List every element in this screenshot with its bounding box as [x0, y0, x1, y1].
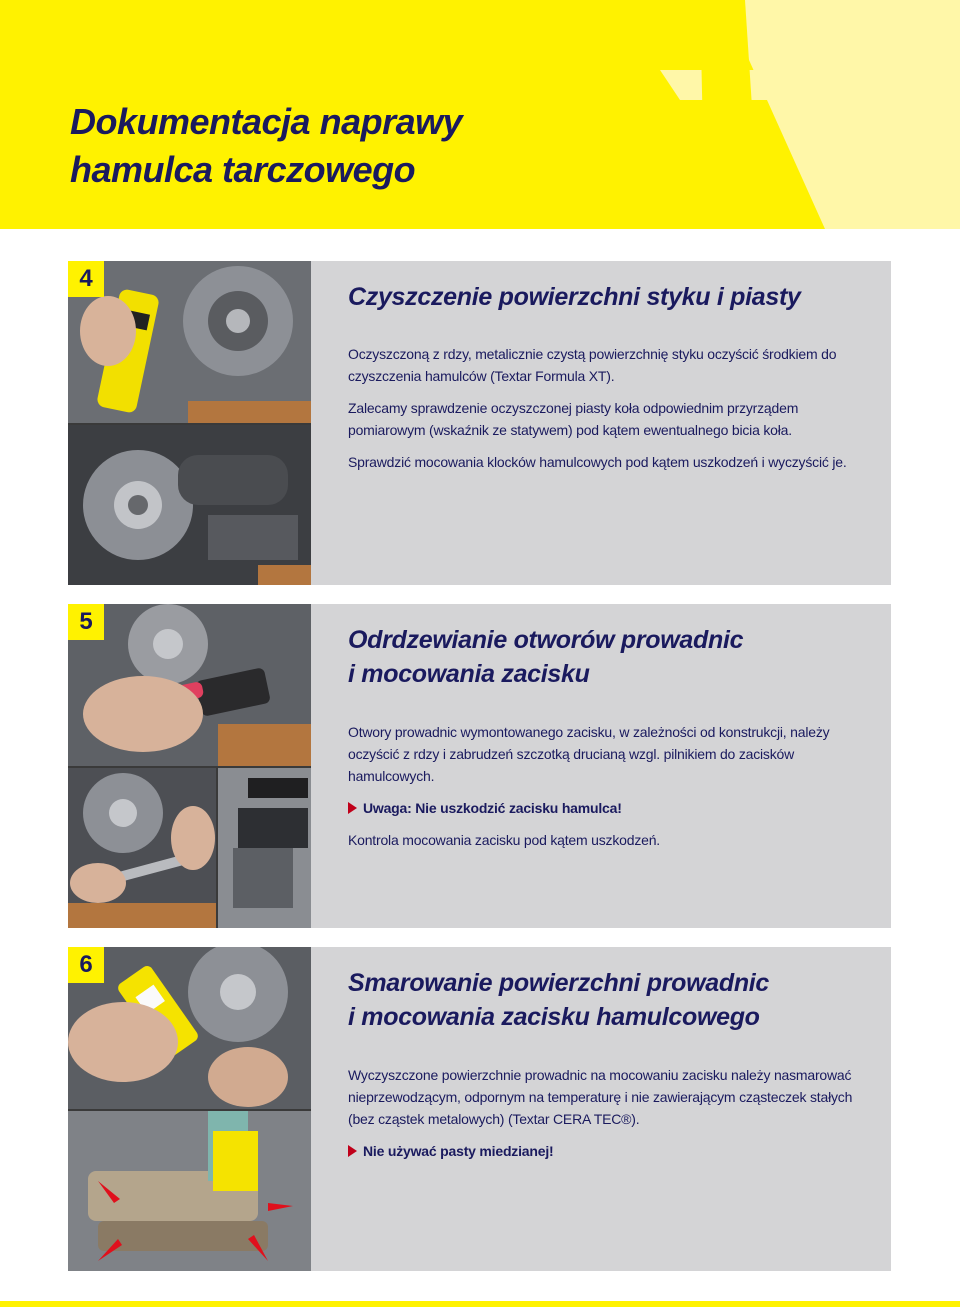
step-4-paragraph-2: Zalecamy sprawdzenie oczyszczonej piasty koła odpowiednim przyrządem pomiarowym (wskaźnik ze statywem) pod kątem ewentualnego bicia koła. [348, 400, 799, 438]
wire-brush-photo [68, 604, 311, 766]
footer-stripe [0, 1301, 960, 1307]
spray-cleaning-photo [68, 261, 311, 423]
step-5-paragraph-1: Otwory prowadnic wymontowanego zacisku, w zależności od konstrukcji, należy oczyścić z rdzy i zabrudzeń szczotką drucianą wzgl. pilnikiem do zacisków hamulcowych. [348, 724, 830, 784]
step-6-number: 6 [68, 947, 104, 983]
step-6-title [348, 966, 871, 1034]
step-5-title-line-2: i mocowania zacisku [348, 660, 590, 688]
hub-measurement-photo [68, 425, 311, 585]
step-5-section [68, 604, 891, 928]
warning-triangle-icon [348, 1145, 357, 1157]
step-6-title-line-2: i mocowania zacisku hamulcowego [348, 1003, 760, 1031]
step-5-warning [348, 797, 871, 819]
step-6-warning-text: Nie używać pasty miedzianej! [363, 1143, 554, 1159]
step-5-photos [68, 604, 311, 928]
step-6-warning [348, 1140, 871, 1162]
step-5-title-line-1: Odrdzewianie otworów prowadnic [348, 626, 744, 654]
paste-application-photo [68, 947, 311, 1109]
step-6-section [68, 947, 891, 1271]
caliper-vise-photo [218, 768, 311, 928]
step-4-paragraph-1: Oczyszczoną z rdzy, metalicznie czystą powierzchnię styku oczyścić środkiem do czyszczenia hamulców (Textar Formula XT). [348, 346, 837, 384]
page-title [70, 98, 462, 194]
step-6-title-line-1: Smarowanie powierzchni prowadnic [348, 969, 770, 997]
step-4-number: 4 [68, 261, 104, 297]
warning-triangle-icon [348, 802, 357, 814]
step-4-section [68, 261, 891, 585]
file-cleaning-photo [68, 768, 216, 928]
caliper-mount-arrows-photo [68, 1111, 311, 1271]
step-6-paragraph-1: Wyczyszczone powierzchnie prowadnic na mocowaniu zacisku należy nasmarować nieprzewodzącym, odpornym na temperaturę i nie zawierającym cząsteczek stałych (bez cząstek metalowych) (Textar CERA TEC®). [348, 1067, 853, 1127]
header-banner [0, 0, 960, 229]
step-5-warning-text: Uwaga: Nie uszkodzić zacisku hamulca! [363, 800, 622, 816]
step-6-content [348, 966, 871, 1172]
step-4-content [348, 280, 871, 483]
step-5-title [348, 623, 871, 691]
step-5-content [348, 623, 871, 861]
step-4-photos [68, 261, 311, 585]
step-6-photos [68, 947, 311, 1271]
step-5-paragraph-3: Kontrola mocowania zacisku pod kątem uszkodzeń. [348, 832, 660, 848]
page-title-line-2: hamulca tarczowego [70, 149, 416, 190]
page-title-line-1: Dokumentacja naprawy [70, 101, 463, 142]
step-4-title [348, 280, 871, 314]
step-4-title-line: Czyszczenie powierzchni styku i piasty [348, 283, 801, 311]
step-5-number: 5 [68, 604, 104, 640]
step-4-paragraph-3: Sprawdzić mocowania klocków hamulcowych pod kątem uszkodzeń i wyczyścić je. [348, 454, 847, 470]
